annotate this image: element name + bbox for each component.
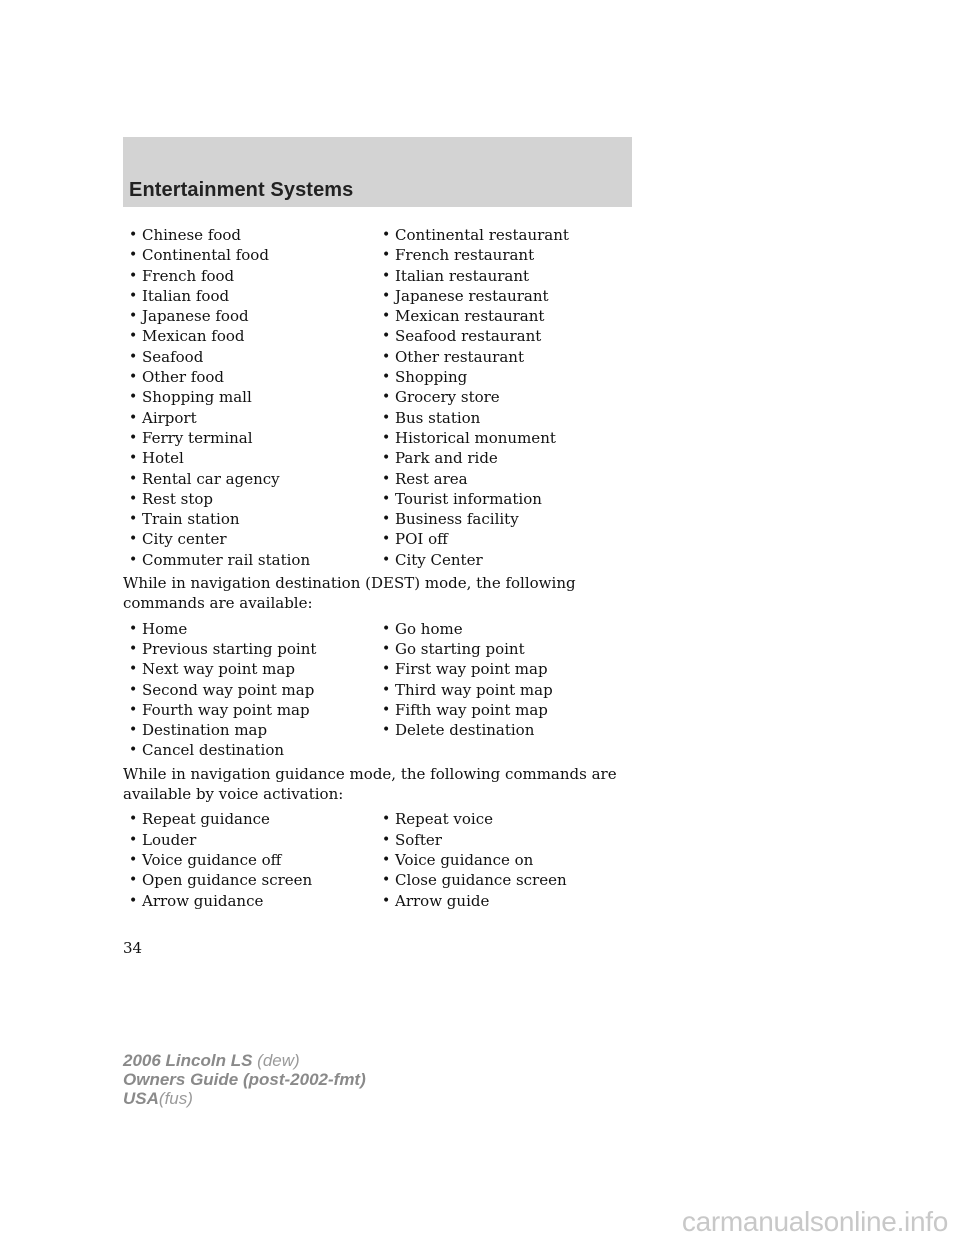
bullet-icon: •: [382, 811, 391, 828]
list-item-label: Mexican restaurant: [395, 307, 545, 326]
list-item: [382, 809, 643, 829]
bullet-icon: •: [382, 661, 391, 678]
bullet-icon: •: [129, 681, 138, 698]
list-item-label: Delete destination: [395, 721, 535, 740]
list-item-label: Arrow guidance: [142, 891, 264, 910]
list-item-label: Japanese restaurant: [395, 286, 549, 305]
list-item: [382, 550, 643, 570]
list-item-label: Repeat guidance: [142, 810, 270, 829]
list-item-label: Other restaurant: [395, 347, 524, 366]
list-item: [129, 550, 382, 570]
list-item-label: Cancel destination: [142, 741, 285, 760]
list-item: [382, 367, 643, 387]
list-item-label: Voice guidance on: [395, 850, 534, 869]
list-item-label: Seafood: [142, 347, 204, 366]
footer-doc-info: [123, 1051, 366, 1108]
list-item: [129, 469, 382, 489]
list-item-label: Hotel: [142, 449, 184, 468]
list-item: [382, 740, 643, 760]
list-item-label: Shopping: [395, 368, 468, 387]
list-item-label: Destination map: [142, 721, 268, 740]
list-item: [129, 448, 382, 468]
dest-mode-paragraph: While in navigation destination (DEST) mode, the following commands are available:: [123, 574, 576, 613]
bullet-icon: •: [129, 661, 138, 678]
list-item: [382, 639, 643, 659]
footer-model-code: (dew): [257, 1051, 300, 1070]
bullet-icon: •: [129, 531, 138, 548]
list-item-label: Previous starting point: [142, 639, 317, 658]
list-item: [382, 245, 643, 265]
list-item-label: Tourist information: [395, 489, 542, 508]
list-item: [129, 529, 382, 549]
section-header-band: [123, 137, 632, 207]
list-item-label: Park and ride: [395, 449, 498, 468]
list-item: [382, 619, 643, 639]
bullet-icon: •: [382, 851, 391, 868]
list-item-label: Continental food: [142, 246, 269, 265]
list-item-label: Go starting point: [395, 639, 525, 658]
list-item: [129, 326, 382, 346]
list-item-label: Rest stop: [142, 489, 214, 508]
bullet-icon: •: [382, 681, 391, 698]
page-number: 34: [123, 939, 143, 957]
list-item: [129, 408, 382, 428]
bullet-icon: •: [129, 811, 138, 828]
list-item: [129, 225, 382, 245]
bullet-icon: •: [129, 851, 138, 868]
list-item-label: Japanese food: [142, 307, 249, 326]
bullet-icon: •: [129, 722, 138, 739]
bullet-icon: •: [129, 490, 138, 507]
bullet-icon: •: [129, 409, 138, 426]
bullet-icon: •: [129, 328, 138, 345]
list-item: [382, 529, 643, 549]
list-item-label: Softer: [395, 830, 442, 849]
list-item-label: Rest area: [395, 469, 468, 488]
list-item: [129, 659, 382, 679]
bullet-icon: •: [129, 872, 138, 889]
dest-command-list: [123, 619, 643, 761]
list-item: [382, 408, 643, 428]
bullet-icon: •: [382, 701, 391, 718]
list-item-label: Bus station: [395, 408, 481, 427]
bullet-icon: •: [382, 227, 391, 243]
list-item-label: Fourth way point map: [142, 700, 310, 719]
list-item-label: Grocery store: [395, 388, 500, 407]
list-item: [129, 700, 382, 720]
list-item: [382, 850, 643, 870]
list-item: [382, 286, 643, 306]
list-item: [382, 387, 643, 407]
footer-guide-title: Owners Guide (post-2002-fmt): [123, 1070, 366, 1089]
bullet-icon: •: [382, 267, 391, 284]
list-item-label: Continental restaurant: [395, 226, 569, 244]
bullet-icon: •: [129, 369, 138, 386]
list-item-label: Louder: [142, 830, 197, 849]
list-item-label: Go home: [395, 619, 463, 638]
guidance-command-list: [123, 809, 643, 910]
list-item: [129, 286, 382, 306]
footer-region: USA: [123, 1089, 159, 1108]
bullet-icon: •: [382, 328, 391, 345]
list-item-label: City center: [142, 530, 227, 549]
list-item: [129, 870, 382, 890]
list-item-label: Second way point map: [142, 680, 315, 699]
list-item-label: Seafood restaurant: [395, 327, 542, 346]
list-item: [382, 659, 643, 679]
bullet-icon: •: [382, 640, 391, 657]
list-item-label: Other food: [142, 368, 225, 387]
bullet-icon: •: [382, 470, 391, 487]
list-item: [382, 448, 643, 468]
list-item: [382, 428, 643, 448]
section-title: Entertainment Systems: [129, 179, 354, 201]
list-item: [129, 720, 382, 740]
bullet-icon: •: [382, 287, 391, 304]
list-item-label: Chinese food: [142, 226, 242, 244]
list-item: [382, 830, 643, 850]
list-item-label: Close guidance screen: [395, 871, 567, 890]
bullet-icon: •: [129, 247, 138, 264]
list-item: [129, 740, 382, 760]
list-item-label: City Center: [395, 550, 483, 569]
bullet-icon: •: [129, 640, 138, 657]
bullet-icon: •: [382, 892, 391, 909]
list-item-label: Airport: [142, 408, 197, 427]
list-item: [129, 509, 382, 529]
bullet-icon: •: [129, 701, 138, 718]
list-item-label: Ferry terminal: [142, 428, 253, 447]
bullet-icon: •: [382, 348, 391, 365]
bullet-icon: •: [129, 742, 138, 759]
list-item-label: French food: [142, 266, 235, 285]
list-item-label: Mexican food: [142, 327, 245, 346]
list-item-label: Repeat voice: [395, 810, 493, 829]
list-item-label: Voice guidance off: [142, 850, 282, 869]
list-item: [382, 891, 643, 911]
list-item: [129, 428, 382, 448]
bullet-icon: •: [129, 511, 138, 528]
list-item: [382, 489, 643, 509]
list-item-label: Home: [142, 619, 188, 638]
bullet-icon: •: [382, 308, 391, 325]
list-item-label: Train station: [142, 510, 240, 529]
list-item: [129, 367, 382, 387]
bullet-icon: •: [129, 450, 138, 467]
list-item-label: Open guidance screen: [142, 871, 313, 890]
list-item: [382, 306, 643, 326]
bullet-icon: •: [382, 450, 391, 467]
bullet-icon: •: [382, 490, 391, 507]
list-item: [129, 850, 382, 870]
bullet-icon: •: [129, 227, 138, 243]
list-item-label: Business facility: [395, 510, 519, 529]
list-item: [382, 720, 643, 740]
list-item-label: Third way point map: [395, 680, 553, 699]
list-item-label: Arrow guide: [395, 891, 490, 910]
bullet-icon: •: [129, 620, 138, 637]
bullet-icon: •: [382, 551, 391, 568]
guidance-mode-paragraph: While in navigation guidance mode, the following commands are available by voice activation:: [123, 764, 617, 804]
list-item: [382, 266, 643, 286]
list-item-label: Commuter rail station: [142, 550, 311, 569]
list-item: [129, 639, 382, 659]
bullet-icon: •: [129, 831, 138, 848]
list-item-label: Italian restaurant: [395, 266, 530, 285]
bullet-icon: •: [382, 409, 391, 426]
list-item: [129, 387, 382, 407]
list-item-label: French restaurant: [395, 246, 535, 265]
bullet-icon: •: [382, 722, 391, 739]
list-item: [382, 469, 643, 489]
poi-command-list: [123, 225, 643, 570]
list-item: [382, 326, 643, 346]
bullet-icon: •: [129, 267, 138, 284]
list-item: [382, 225, 643, 245]
bullet-icon: •: [382, 620, 391, 637]
bullet-icon: •: [382, 369, 391, 386]
list-item: [129, 347, 382, 367]
list-item-label: First way point map: [395, 660, 548, 679]
bullet-icon: •: [129, 551, 138, 568]
list-item: [129, 245, 382, 265]
list-item-label: Rental car agency: [142, 469, 280, 488]
list-item: [129, 809, 382, 829]
footer-model: 2006 Lincoln LS: [123, 1051, 253, 1070]
list-item: [382, 509, 643, 529]
bullet-icon: •: [129, 308, 138, 325]
list-item: [129, 266, 382, 286]
list-item: [129, 619, 382, 639]
bullet-icon: •: [382, 831, 391, 848]
list-item: [129, 306, 382, 326]
list-item-label: POI off: [395, 530, 448, 549]
bullet-icon: •: [382, 872, 391, 889]
list-item: [382, 680, 643, 700]
bullet-icon: •: [129, 287, 138, 304]
list-item: [382, 700, 643, 720]
bullet-icon: •: [382, 429, 391, 446]
list-item: [129, 489, 382, 509]
list-item: [382, 870, 643, 890]
list-item-label: Shopping mall: [142, 388, 252, 407]
bullet-icon: •: [382, 389, 391, 406]
list-item-label: Italian food: [142, 286, 230, 305]
bullet-icon: •: [129, 892, 138, 909]
bullet-icon: •: [129, 470, 138, 487]
bullet-icon: •: [129, 389, 138, 406]
bullet-icon: •: [382, 247, 391, 264]
list-item-label: Fifth way point map: [395, 700, 548, 719]
page-content: [123, 225, 643, 911]
bullet-icon: •: [382, 511, 391, 528]
list-item: [382, 347, 643, 367]
list-item: [129, 830, 382, 850]
list-item: [129, 680, 382, 700]
list-item-label: Next way point map: [142, 660, 295, 679]
bullet-icon: •: [129, 348, 138, 365]
watermark: carmanualsonline.info: [681, 1206, 948, 1237]
list-item: [129, 891, 382, 911]
footer-region-code: (fus): [158, 1089, 193, 1108]
bullet-icon: •: [129, 429, 138, 446]
bullet-icon: •: [382, 531, 391, 548]
list-item-label: Historical monument: [395, 428, 556, 447]
